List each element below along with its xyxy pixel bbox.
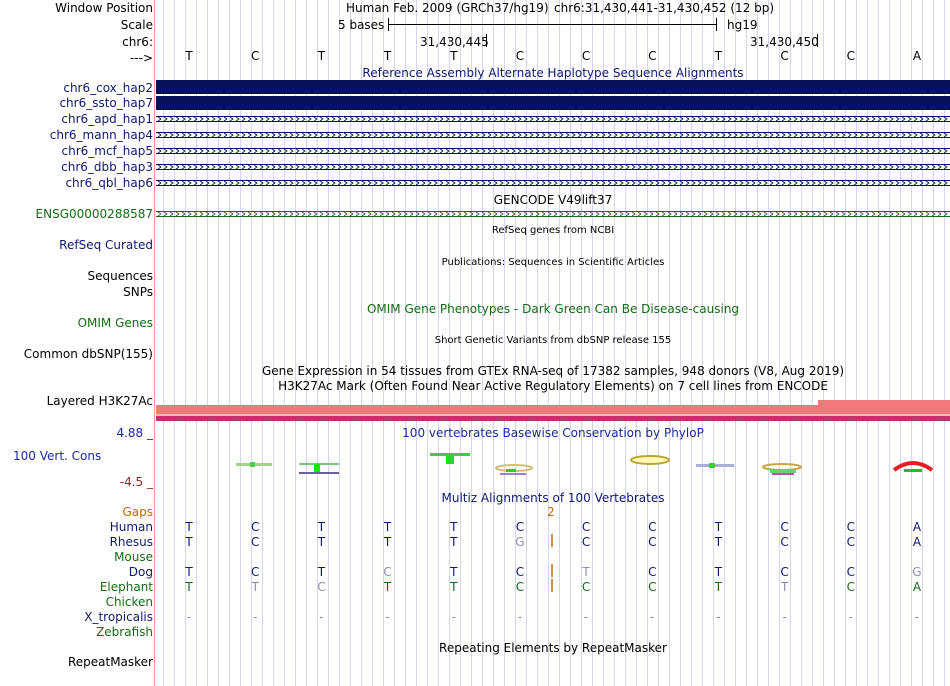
- hap-label-ssto[interactable]: chr6_ssto_hap7: [59, 96, 153, 110]
- hap-bar-ssto[interactable]: [156, 96, 950, 110]
- alignment-base-elephant: C: [581, 580, 591, 594]
- gencode-gene-bar[interactable]: [156, 211, 950, 217]
- hap-bar-cox[interactable]: [156, 80, 950, 94]
- hap-label-apd[interactable]: chr6_apd_hap1: [61, 112, 153, 126]
- alignment-base-elephant: C: [648, 580, 657, 594]
- publications-track-title[interactable]: Publications: Sequences in Scientific Articles: [441, 257, 665, 268]
- alignment-base-human: C: [846, 520, 855, 534]
- alignment-base-xtrop: -: [650, 610, 655, 624]
- h3k27ac-label[interactable]: Layered H3K27Ac: [46, 394, 153, 408]
- reference-base: T: [714, 49, 723, 63]
- alignment-base-xtrop: -: [385, 610, 390, 624]
- species-label-xtropicalis[interactable]: X_tropicalis: [84, 610, 153, 624]
- alignment-base-dog: T: [450, 565, 458, 579]
- refseq-label[interactable]: RefSeq Curated: [59, 238, 153, 252]
- cons-logo-col-10: [763, 464, 801, 475]
- alignment-base-rhesus: T: [185, 535, 193, 549]
- reference-base: T: [450, 49, 458, 63]
- alignment-base-rhesus: C: [648, 535, 657, 549]
- alignment-base-elephant: T: [450, 580, 458, 594]
- alignment-base-rhesus: G: [515, 535, 525, 549]
- alignment-base-elephant: C: [846, 580, 855, 594]
- alignment-base-dog: T: [185, 565, 193, 579]
- cons-logo[interactable]: [156, 448, 950, 482]
- gencode-gene-label[interactable]: ENSG00000288587: [35, 207, 153, 221]
- omim-label[interactable]: OMIM Genes: [77, 316, 153, 330]
- alignment-base-dog: C: [515, 565, 525, 579]
- ruler-tick-2: 31,430,450: [750, 35, 819, 49]
- alignment-base-rhesus: T: [714, 535, 723, 549]
- alignment-base-rhesus: C: [846, 535, 855, 549]
- chrom-label: chr6:: [122, 35, 153, 49]
- alignment-base-xtrop: -: [186, 610, 192, 624]
- alignment-base-rhesus: C: [581, 535, 591, 549]
- alignment-base-elephant: C: [317, 580, 326, 594]
- alignment-base-xtrop: -: [914, 610, 920, 624]
- cons-logo-col-9: [696, 463, 734, 468]
- species-label-zebrafish[interactable]: Zebrafish: [96, 625, 153, 639]
- cons-track-label[interactable]: 100 Vert. Cons: [13, 449, 102, 463]
- assembly-short: hg19: [727, 18, 758, 32]
- reference-base: C: [780, 49, 789, 63]
- alignment-base-xtrop: -: [253, 610, 258, 624]
- hap-bar-qbl[interactable]: [156, 180, 950, 186]
- cons-max-label: 4.88 _: [116, 426, 153, 440]
- position-text: chr6:31,430,441-31,430,452 (12 bp): [554, 1, 775, 15]
- reference-base: T: [185, 49, 193, 63]
- alignment-base-rhesus: T: [317, 535, 326, 549]
- alignment-base-human: T: [450, 520, 458, 534]
- cons-min-label: -4.5 _: [119, 475, 153, 489]
- strand-label: --->: [129, 51, 153, 65]
- alignment-base-human: C: [780, 520, 789, 534]
- alignment-base-dog: C: [251, 565, 260, 579]
- hap-bar-dbb[interactable]: [156, 164, 950, 170]
- alignment-base-human: T: [185, 520, 193, 534]
- alignment-base-elephant: C: [515, 580, 525, 594]
- alignment-base-xtrop: -: [716, 610, 721, 624]
- alignment-base-rhesus: T: [450, 535, 458, 549]
- omim-track-title[interactable]: OMIM Gene Phenotypes - Dark Green Can Be Disease-causing: [366, 302, 740, 316]
- alignment-base-xtrop: -: [319, 610, 324, 624]
- alignment-base-elephant: T: [383, 580, 392, 594]
- alignment-base-xtrop: -: [517, 610, 523, 624]
- alignment-base-elephant: T: [714, 580, 723, 594]
- repeatmasker-track-title[interactable]: Repeating Elements by RepeatMasker: [439, 641, 667, 655]
- assembly-title: Human Feb. 2009 (GRCh37/hg19): [346, 1, 549, 15]
- reference-base: C: [648, 49, 657, 63]
- alignment-base-rhesus: C: [251, 535, 260, 549]
- reference-base: C: [515, 49, 525, 63]
- species-label-elephant[interactable]: Elephant: [99, 580, 153, 594]
- alignment-base-human: A: [912, 520, 922, 534]
- reference-base: C: [251, 49, 260, 63]
- cons-track-title[interactable]: 100 vertebrates Basewise Conservation by PhyloP: [402, 426, 704, 440]
- alignment-base-human: T: [383, 520, 392, 534]
- hap-label-mann[interactable]: chr6_mann_hap4: [49, 128, 153, 142]
- alignment-base-rhesus: C: [780, 535, 789, 549]
- publications-label-sequences[interactable]: Sequences: [87, 269, 153, 283]
- alignment-base-xtrop: -: [848, 610, 853, 624]
- cons-logo-col-3: [299, 463, 339, 474]
- cons-logo-col-12: [894, 463, 932, 472]
- ruler-tick-1: 31,430,445: [420, 35, 489, 49]
- reference-base: C: [581, 49, 591, 63]
- alignment-base-elephant: T: [780, 580, 789, 594]
- haplotype-track-title[interactable]: Reference Assembly Alternate Haplotype Sequence Alignments: [362, 66, 744, 80]
- species-label-mouse[interactable]: Mouse: [114, 550, 153, 564]
- alignment-base-elephant: T: [185, 580, 193, 594]
- species-label-dog[interactable]: Dog: [128, 565, 153, 579]
- refseq-track-title[interactable]: RefSeq genes from NCBI: [491, 225, 615, 236]
- gap-count: 2: [547, 505, 555, 519]
- multiz-track-title[interactable]: Multiz Alignments of 100 Vertebrates: [441, 491, 665, 505]
- dbsnp-track-title[interactable]: Short Genetic Variants from dbSNP release 155: [434, 335, 672, 346]
- repeatmasker-label[interactable]: RepeatMasker: [67, 655, 153, 669]
- species-label-chicken[interactable]: Chicken: [105, 595, 153, 609]
- gap-marker: [549, 532, 555, 596]
- alignment-base-xtrop: -: [782, 610, 787, 624]
- cons-logo-col-8: [631, 456, 669, 464]
- alignment-base-xtrop: -: [451, 610, 456, 624]
- hap-bar-mcf[interactable]: [156, 148, 950, 154]
- alignment-base-dog: C: [846, 565, 855, 579]
- h3k27ac-signal[interactable]: [156, 399, 950, 423]
- hap-label-cox[interactable]: chr6_cox_hap2: [63, 81, 153, 95]
- alignment-base-xtrop: -: [583, 610, 589, 624]
- hap-label-qbl[interactable]: chr6_qbl_hap6: [65, 176, 153, 190]
- cons-logo-col-5: [430, 453, 470, 464]
- cons-logo-col-2: [236, 462, 272, 467]
- dbsnp-label[interactable]: Common dbSNP(155): [23, 347, 153, 361]
- species-label-human[interactable]: Human: [109, 520, 153, 534]
- reference-base: T: [317, 49, 326, 63]
- cons-logo-col-6: [496, 465, 532, 475]
- alignment-base-human: C: [648, 520, 657, 534]
- publications-label-snps[interactable]: SNPs: [123, 285, 153, 299]
- alignment-base-dog: C: [780, 565, 789, 579]
- reference-base: C: [846, 49, 855, 63]
- gtex-track-title[interactable]: Gene Expression in 54 tissues from GTEx RNA-seq of 17382 samples, 948 donors (V8, Aug 2019): [261, 364, 845, 378]
- alignment-base-elephant: A: [912, 580, 922, 594]
- reference-base: T: [383, 49, 392, 63]
- hap-bar-mann[interactable]: [156, 132, 950, 138]
- alignment-base-elephant: T: [251, 580, 259, 594]
- alignment-base-rhesus: A: [912, 535, 922, 549]
- alignment-base-human: T: [317, 520, 326, 534]
- gencode-track-title[interactable]: GENCODE V49lift37: [493, 193, 613, 207]
- alignment-base-rhesus: T: [383, 535, 392, 549]
- alignment-base-human: C: [515, 520, 525, 534]
- alignment-base-dog: T: [317, 565, 326, 579]
- alignment-base-dog: G: [912, 565, 922, 579]
- hap-bar-apd[interactable]: [156, 116, 950, 122]
- alignment-base-dog: C: [383, 565, 392, 579]
- alignment-base-human: T: [714, 520, 723, 534]
- alignment-base-human: C: [581, 520, 591, 534]
- h3k27ac-track-title[interactable]: H3K27Ac Mark (Often Found Near Active Regulatory Elements) on 7 cell lines from ENCODE: [278, 379, 828, 393]
- hap-label-dbb[interactable]: chr6_dbb_hap3: [61, 160, 153, 174]
- reference-base: A: [912, 49, 922, 63]
- scale-bases-text: 5 bases: [338, 18, 385, 32]
- gaps-label: Gaps: [122, 505, 153, 519]
- window-position-label: Window Position: [55, 1, 153, 15]
- alignment-base-dog: T: [582, 565, 590, 579]
- species-label-rhesus[interactable]: Rhesus: [109, 535, 153, 549]
- scale-label: Scale: [120, 18, 153, 32]
- alignment-base-dog: C: [648, 565, 657, 579]
- hap-label-mcf[interactable]: chr6_mcf_hap5: [61, 144, 153, 158]
- alignment-base-human: C: [251, 520, 260, 534]
- alignment-base-dog: T: [714, 565, 723, 579]
